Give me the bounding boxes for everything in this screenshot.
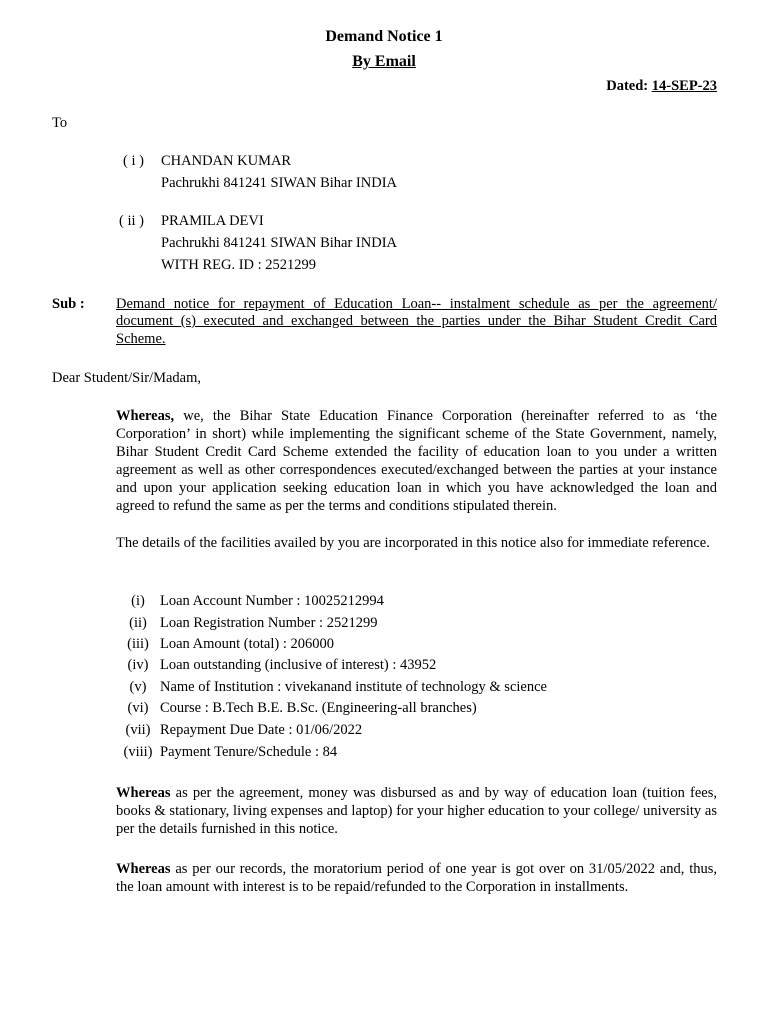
paragraph-whereas-2: [116, 784, 717, 838]
list-item-number: (iii): [127, 636, 149, 652]
salutation: Dear Student/Sir/Madam,: [52, 370, 202, 386]
subject-line-1: Demand notice for repayment of Education Loan-- instalment schedule as per the agreement/: [116, 296, 717, 312]
list-item: [118, 678, 718, 698]
subject-label: Sub :: [52, 296, 85, 312]
list-item: [118, 614, 718, 634]
list-item-text: Loan outstanding (inclusive of interest) : 43952: [160, 657, 437, 673]
dated-line: [606, 77, 717, 95]
paragraph-4-lead: Whereas: [116, 861, 171, 877]
list-item: [118, 721, 718, 741]
recipient-1-address: Pachrukhi 841241 SIWAN Bihar INDIA: [161, 175, 397, 191]
list-item-text: Loan Account Number : 10025212994: [160, 593, 384, 609]
list-item: [118, 635, 718, 655]
paragraph-3-lead: Whereas: [116, 785, 171, 801]
list-item-number: (v): [129, 679, 147, 695]
recipient-2-address: Pachrukhi 841241 SIWAN Bihar INDIA: [161, 235, 397, 251]
list-item: [118, 656, 718, 676]
list-item-text: Payment Tenure/Schedule : 84: [160, 744, 338, 760]
paragraph-details-intro: The details of the facilities availed by you are incorporated in this notice also for immediate reference.: [116, 535, 710, 551]
list-item-text: Loan Registration Number : 2521299: [160, 615, 378, 631]
dated-label: Dated:: [606, 78, 652, 94]
paragraph-whereas-1: [116, 407, 717, 515]
recipient-2-reg-id: WITH REG. ID : 2521299: [161, 257, 317, 273]
notice-title: Demand Notice 1: [325, 28, 443, 45]
list-item-number: (iv): [127, 657, 149, 673]
list-item-number: (vi): [127, 700, 149, 716]
dated-value: 14-SEP-23: [651, 78, 717, 94]
list-item-text: Loan Amount (total) : 206000: [160, 636, 334, 652]
paragraph-1-text: we, the Bihar State Education Finance Corporation (hereinafter referred to as ‘the Corporation’ in short) while implementing the significant scheme of the State Government, namely, Bihar Student Credit Card Scheme extended the facility of education loan to you under a written agreement as well as other correspondences executed/exchanged between the parties at your instance and upon your application seeking education loan in which you have acknowledged the loan and agreed to refund the same as per the terms and conditions stipulated therein.: [116, 408, 717, 514]
subject-line-3: Scheme.: [116, 331, 166, 347]
list-item-number: (vii): [125, 722, 151, 738]
list-item-number: (viii): [123, 744, 153, 760]
list-item-text: Repayment Due Date : 01/06/2022: [160, 722, 363, 738]
list-item-number: (i): [131, 593, 145, 609]
paragraph-whereas-3: [116, 860, 717, 896]
list-item-number: (ii): [129, 615, 147, 631]
list-item: [118, 743, 718, 763]
list-item-text: Course : B.Tech B.E. B.Sc. (Engineering-all branches): [160, 700, 477, 716]
list-item-text: Name of Institution : vivekanand institute of technology & science: [160, 679, 547, 695]
paragraph-3-text: as per the agreement, money was disbursed as and by way of education loan (tuition fees, books & stationary, living expenses and laptop) for your higher education to your college/ university as per the details furnished in this notice.: [116, 785, 717, 837]
list-item: [118, 699, 718, 719]
paragraph-4-text: as per our records, the moratorium period of one year is got over on 31/05/2022 and, thus, the loan amount with interest is to be repaid/refunded to the Corporation in installments.: [116, 861, 717, 895]
recipient-2-number: ( ii ): [119, 213, 144, 229]
subject-line-2: document (s) executed and exchanged between the parties under the Bihar Student Credit Card: [116, 313, 717, 329]
recipient-1-number: ( i ): [123, 153, 144, 169]
to-label: To: [52, 115, 68, 131]
list-item: [118, 592, 718, 612]
notice-subtitle: By Email: [352, 53, 416, 70]
paragraph-1-lead: Whereas,: [116, 408, 175, 424]
recipient-2-name: PRAMILA DEVI: [161, 213, 264, 229]
recipient-1-name: CHANDAN KUMAR: [161, 153, 292, 169]
